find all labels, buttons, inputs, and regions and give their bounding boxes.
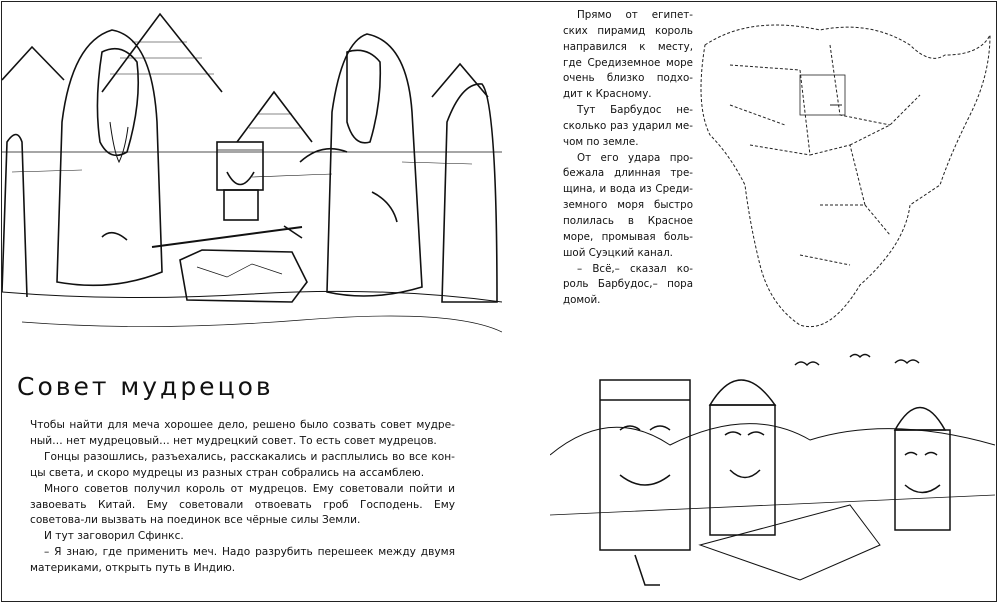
- left-paragraph: Чтобы найти для меча хорошее дело, решено было созвать совет мудре-ный… нет мудрецовый… нет мудрецкий совет. То есть совет мудрецов.: [30, 419, 455, 447]
- right-paragraph: От его удара про-бежала длинная тре-щина, и вода из Среди-земного моря быстро полилась в Красное море, промывая боль-шой Суэцкий канал.: [563, 151, 693, 259]
- map-illustration: [690, 5, 1000, 340]
- left-text-block: [30, 418, 455, 577]
- left-paragraph: – Я знаю, где применить меч. Надо разрубить перешеек между двумя материками, открыть путь в Индию.: [30, 546, 455, 575]
- right-paragraph: Тут Барбудос не-сколько раз ударил ме-чом по земле.: [563, 104, 693, 148]
- left-paragraph: Много советов получил король от мудрецов. Ему советовали пойти и завоевать Китай. Ему советовали отвоевать гроб Господень. Ему советова-ли вызвать на поединок все чёрные силы Земли.: [30, 482, 455, 527]
- left-paragraph: И тут заговорил Сфинкс.: [44, 530, 184, 543]
- section-heading: Совет мудрецов: [17, 372, 274, 401]
- right-text-block: [563, 8, 693, 309]
- right-paragraph: – Всё,– сказал ко-роль Барбудос,– пора домой.: [563, 262, 693, 307]
- left-paragraph: Гонцы разошлись, разъехались, расскакались и расплылись во все кон-цы света, и скоро мудрецы из разных стран собрались на ассамблею.: [30, 450, 455, 479]
- sea-illustration: [550, 345, 995, 600]
- sages-illustration: [2, 2, 502, 362]
- right-paragraph: Прямо от египет-ских пирамид король направился к месту, где Средиземное море очень близко подхо-дит к Красному.: [563, 9, 693, 101]
